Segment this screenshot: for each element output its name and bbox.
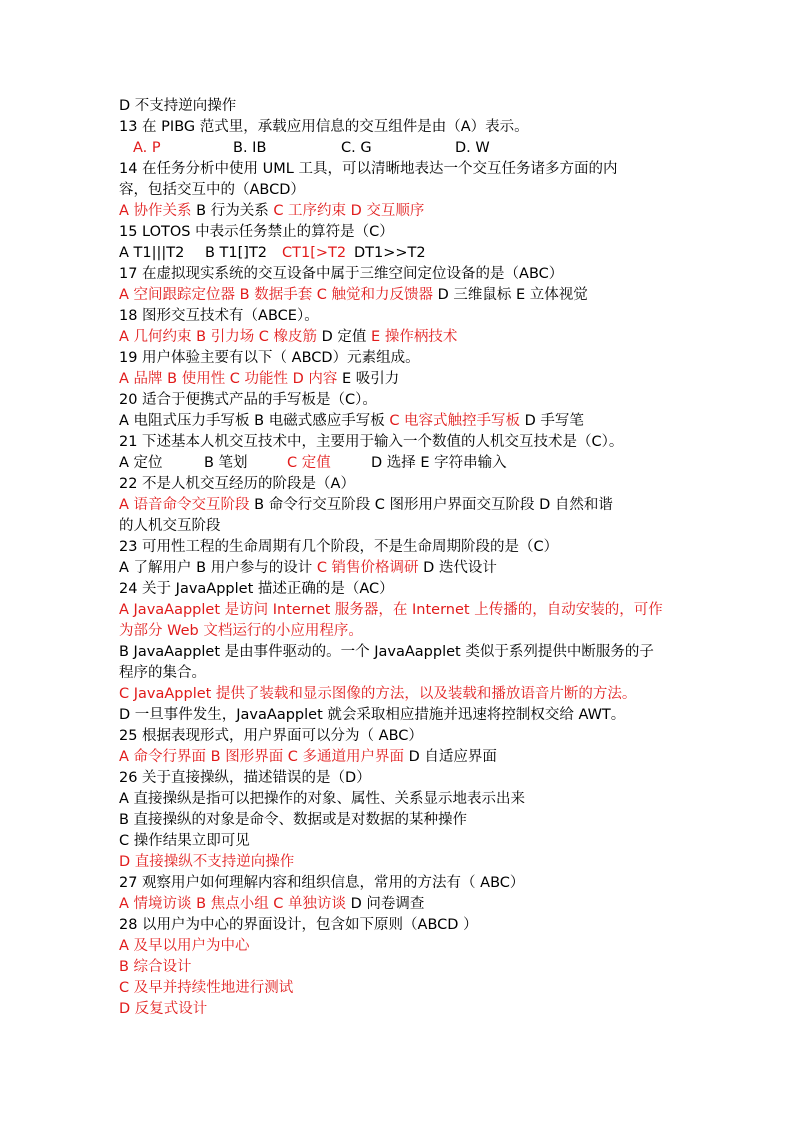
answer-text: CT1[>T2	[282, 245, 347, 261]
question-text: 22 不是人机交互经历的阶段是（A）	[119, 476, 355, 492]
question-text: 20 适合于便携式产品的手写板是（C）。	[119, 392, 377, 408]
text-line	[119, 348, 420, 369]
text-line	[119, 621, 363, 642]
text-line	[119, 747, 497, 768]
question-text: D 问卷调查	[346, 896, 425, 912]
question-text: A 了解用户 B 用户参与的设计	[119, 560, 317, 576]
question-text: E 吸引力	[337, 371, 400, 387]
question-text: 19 用户体验主要有以下（ ABCD）元素组成。	[119, 350, 420, 366]
text-line	[119, 768, 371, 789]
text-line	[119, 411, 584, 432]
question-text: 14 在任务分析中使用 UML 工具，可以清晰地表达一个交互任务诸多方面的内	[119, 161, 618, 177]
text-line	[119, 264, 563, 285]
answer-text: C 工序约束 D 交互顺序	[273, 203, 425, 219]
answer-text: 为部分 Web 文档运行的小应用程序。	[119, 623, 363, 639]
text-line	[119, 663, 206, 684]
text-line	[119, 831, 250, 852]
answer-text: A. P	[133, 140, 161, 156]
text-line	[119, 159, 617, 180]
text-line	[119, 957, 192, 978]
text-line	[119, 999, 207, 1020]
question-text: B 行为关系	[191, 203, 274, 219]
question-text: 容，包括交互中的（ABCD）	[119, 182, 305, 198]
question-text: A 直接操纵是指可以把操作的对象、属性、关系显示地表示出来	[119, 791, 526, 807]
question-text: 24 关于 JavaApplet 描述正确的是（AC）	[119, 581, 394, 597]
text-line	[119, 327, 457, 348]
question-text: B 命令行交互阶段 C 图形用户界面交互阶段 D 自然和谐	[249, 497, 613, 513]
text-line	[119, 180, 305, 201]
answer-text: A 及早以用户为中心	[119, 938, 250, 954]
question-text: D 手写笔	[520, 413, 584, 429]
text-line	[119, 810, 467, 831]
text-line	[119, 369, 399, 390]
question-text: D 一旦事件发生，JavaAapplet 就会采取相应措施并迅速将控制权交给 AWT。	[119, 707, 626, 723]
text-line	[119, 684, 636, 705]
text-line	[119, 558, 497, 579]
question-text: D 迭代设计	[418, 560, 497, 576]
text-line	[119, 978, 293, 999]
text-line	[119, 96, 236, 117]
question-text: B. IB	[233, 140, 267, 156]
question-text: B 直接操纵的对象是命令、数据或是对数据的某种操作	[119, 812, 468, 828]
text-line	[119, 117, 529, 138]
question-text: D. W	[455, 140, 490, 156]
question-text: DT1>>T2	[354, 245, 426, 261]
question-text: 25 根据表现形式，用户界面可以分为（ ABC）	[119, 728, 423, 744]
text-line	[119, 726, 423, 747]
text-line	[119, 873, 524, 894]
text-line	[119, 936, 250, 957]
text-line	[119, 537, 558, 558]
answer-text: C 及早并持续性地进行测试	[119, 980, 294, 996]
answer-text: A 品牌 B 使用性 C 功能性 D 内容	[119, 371, 338, 387]
text-line	[119, 285, 588, 306]
text-line	[119, 222, 394, 243]
answer-text: A 几何约束 B 引力场 C 橡皮筋	[119, 329, 318, 345]
answer-text: A 协作关系	[119, 203, 192, 219]
answer-text: C 电容式触控手写板	[389, 413, 521, 429]
question-text: 23 可用性工程的生命周期有几个阶段，不是生命周期阶段的是（C）	[119, 539, 559, 555]
text-line	[119, 894, 424, 915]
text-line	[119, 432, 623, 453]
question-text: D 自适应界面	[404, 749, 497, 765]
question-text: 18 图形交互技术有（ABCE）。	[119, 308, 319, 324]
text-line	[119, 474, 355, 495]
answer-text: D 直接操纵不支持逆向操作	[119, 854, 295, 870]
question-text: B T1[]T2	[205, 245, 268, 261]
question-text: D 定值	[317, 329, 372, 345]
text-line	[119, 852, 294, 873]
answer-text: A 空间跟踪定位器 B 数据手套 C 触觉和力反馈器	[119, 287, 434, 303]
question-text: 21 下述基本人机交互技术中，主要用于输入一个数值的人机交互技术是（C）。	[119, 434, 624, 450]
question-text: 的人机交互阶段	[119, 518, 221, 534]
question-text: 28 以用户为中心的界面设计，包含如下原则（ABCD ）	[119, 917, 478, 933]
text-line	[119, 600, 663, 621]
question-text: A 定位	[119, 455, 163, 471]
answer-text: E 操作柄技术	[371, 329, 458, 345]
text-line	[119, 915, 478, 936]
question-text: A T1|||T2	[119, 245, 185, 261]
text-line	[119, 306, 319, 327]
question-text: C. G	[341, 140, 372, 156]
text-line	[119, 789, 525, 810]
answer-text: B 综合设计	[119, 959, 192, 975]
answer-text: C 销售价格调研	[316, 560, 419, 576]
question-text: D 不支持逆向操作	[119, 98, 237, 114]
question-text: D 三维鼠标 E 立体视觉	[433, 287, 588, 303]
text-line	[119, 516, 221, 537]
text-line	[119, 705, 625, 726]
answer-text: A JavaAapplet 是访问 Internet 服务器，在 Internet 上传播的，自动安装的，可作	[119, 602, 663, 618]
question-text: D 选择 E 字符串输入	[371, 455, 507, 471]
text-line	[119, 642, 654, 663]
text-line	[119, 495, 613, 516]
question-text: 27 观察用户如何理解内容和组织信息，常用的方法有（ ABC）	[119, 875, 525, 891]
question-text: 15 LOTOS 中表示任务禁止的算符是（C）	[119, 224, 394, 240]
question-text: A 电阻式压力手写板 B 电磁式感应手写板	[119, 413, 390, 429]
answer-text: A 语音命令交互阶段	[119, 497, 250, 513]
answer-text: C JavaApplet 提供了装载和显示图像的方法，以及装载和播放语音片断的方法。	[119, 686, 637, 702]
question-text: 13 在 PIBG 范式里，承载应用信息的交互组件是由（A）表示。	[119, 119, 529, 135]
text-line	[119, 579, 394, 600]
question-text: B 笔划	[204, 455, 248, 471]
question-text: B JavaAapplet 是由事件驱动的。一个 JavaAapplet 类似于系列提供中断服务的子	[119, 644, 654, 660]
text-line	[119, 201, 424, 222]
question-text: 17 在虚拟现实系统的交互设备中属于三维空间定位设备的是（ABC）	[119, 266, 564, 282]
answer-text: A 情境访谈 B 焦点小组 C 单独访谈	[119, 896, 347, 912]
text-line	[119, 390, 377, 411]
answer-text: D 反复式设计	[119, 1001, 208, 1017]
answer-text: C 定值	[287, 455, 331, 471]
answer-text: A 命令行界面 B 图形界面 C 多通道用户界面	[119, 749, 405, 765]
question-text: 26 关于直接操纵，描述错误的是（D）	[119, 770, 371, 786]
question-text: 程序的集合。	[119, 665, 206, 681]
question-text: C 操作结果立即可见	[119, 833, 250, 849]
